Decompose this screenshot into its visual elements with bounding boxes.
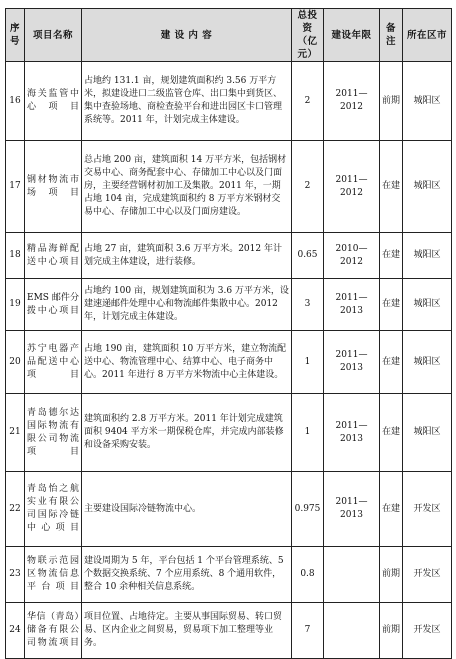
header-note: 备注 xyxy=(380,9,403,62)
cell-district: 城阳区 xyxy=(403,62,452,141)
cell-year: 2011—2013 xyxy=(324,472,380,547)
cell-note: 在建 xyxy=(380,233,403,279)
cell-note: 前期 xyxy=(380,62,403,141)
header-district: 所在区市 xyxy=(403,9,452,62)
cell-content: 建筑面积约 2.8 万平方米。2011 年计划完成建筑面积 9404 平方米一期保税仓库，并完成内部装修和设备采购安装。 xyxy=(82,394,292,472)
table-row xyxy=(6,394,452,472)
cell-note: 前期 xyxy=(380,547,403,603)
cell-district: 开发区 xyxy=(403,472,452,547)
cell-investment: 1 xyxy=(292,331,324,394)
cell-name: 钢材物流市场项目 xyxy=(25,141,82,233)
cell-investment: 0.65 xyxy=(292,233,324,279)
cell-no: 17 xyxy=(6,141,25,233)
header-year: 建设年限 xyxy=(324,9,380,62)
cell-note: 前期 xyxy=(380,603,403,659)
cell-district: 开发区 xyxy=(403,603,452,659)
cell-district: 城阳区 xyxy=(403,279,452,331)
cell-note: 在建 xyxy=(380,279,403,331)
cell-content: 占地 190 亩，建筑面积 10 万平方米，建立物流配送中心、物流管理中心、结算中心、电子商务中心。2011 年进行 8 万平方米物流中心主体建设。 xyxy=(82,331,292,394)
cell-content: 项目位置、占地待定。主要从事国际贸易、转口贸易、区内企业之间贸易，贸易项下加工整理等业务。 xyxy=(82,603,292,659)
cell-no: 22 xyxy=(6,472,25,547)
cell-investment: 0.8 xyxy=(292,547,324,603)
cell-name: 海关监管中心项目 xyxy=(25,62,82,141)
cell-content: 总占地 200 亩，建筑面积 14 万平方米，包括钢材交易中心、商务配套中心、存储加工中心以及门面房，主要经营钢材初加工及集散。2011 年，一期占地 104 亩，完成建筑面积约 8 万平方米钢材交易中心、存储加工中心以及门面房建设。 xyxy=(82,141,292,233)
cell-no: 19 xyxy=(6,279,25,331)
cell-district: 开发区 xyxy=(403,547,452,603)
header-content: 建 设 内 容 xyxy=(82,9,292,62)
table-row xyxy=(6,233,452,279)
cell-district: 城阳区 xyxy=(403,233,452,279)
cell-name: 华信（青岛）储备有限公司物流项目 xyxy=(25,603,82,659)
table-row xyxy=(6,472,452,547)
cell-year: 2011—2013 xyxy=(324,331,380,394)
cell-investment: 3 xyxy=(292,279,324,331)
cell-year: 2011—2012 xyxy=(324,62,380,141)
header-no: 序号 xyxy=(6,9,25,62)
table-row xyxy=(6,331,452,394)
cell-no: 23 xyxy=(6,547,25,603)
table-row xyxy=(6,603,452,659)
cell-investment: 0.975 xyxy=(292,472,324,547)
cell-no: 18 xyxy=(6,233,25,279)
header-name: 项目名称 xyxy=(25,9,82,62)
table-header-row xyxy=(6,9,452,62)
cell-content: 主要建设国际冷链物流中心。 xyxy=(82,472,292,547)
cell-year xyxy=(324,603,380,659)
cell-year: 2011—2012 xyxy=(324,141,380,233)
cell-name: 苏宁电器产品配送中心项目 xyxy=(25,331,82,394)
cell-no: 21 xyxy=(6,394,25,472)
cell-investment: 1 xyxy=(292,394,324,472)
cell-name: 青岛怡之航实业有限公司国际冷链中心项目 xyxy=(25,472,82,547)
table-row xyxy=(6,547,452,603)
cell-year xyxy=(324,547,380,603)
cell-name: 物联示范园区物流信息平台项目 xyxy=(25,547,82,603)
cell-year: 2011—2013 xyxy=(324,279,380,331)
header-investment: 总投资（亿元） xyxy=(292,9,324,62)
cell-year: 2010—2012 xyxy=(324,233,380,279)
table-row xyxy=(6,62,452,141)
cell-note: 在建 xyxy=(380,394,403,472)
cell-note: 在建 xyxy=(380,331,403,394)
cell-name: EMS 邮件分拨中心项目 xyxy=(25,279,82,331)
cell-content: 建设周期为 5 年，平台包括 1 个平台管理系统、5 个数据交换系统、7 个应用系统、8 个通用软件，整合 10 余种相关信息系统。 xyxy=(82,547,292,603)
cell-district: 城阳区 xyxy=(403,141,452,233)
cell-content: 占地 27 亩，建筑面积 3.6 万平方米。2012 年计划完成主体建设，进行装修。 xyxy=(82,233,292,279)
cell-investment: 7 xyxy=(292,603,324,659)
cell-district: 城阳区 xyxy=(403,394,452,472)
cell-district: 城阳区 xyxy=(403,331,452,394)
table-row xyxy=(6,279,452,331)
cell-investment: 2 xyxy=(292,141,324,233)
cell-content: 占地约 100 亩，规划建筑面积为 3.6 万平方米，设建速递邮件处理中心和物流邮件集散中心。2012 年，计划完成主体建设。 xyxy=(82,279,292,331)
cell-no: 24 xyxy=(6,603,25,659)
project-table xyxy=(5,8,452,659)
cell-content: 占地约 131.1 亩，规划建筑面积约 3.56 万平方米，拟建设进口二级监管仓库、出口集中到货区、集中查验场地、商检查验平台和进出园区卡口管理系统等。2011 年，计划完成主体建设。 xyxy=(82,62,292,141)
cell-name: 精品海鲜配送中心项目 xyxy=(25,233,82,279)
cell-investment: 2 xyxy=(292,62,324,141)
table-row xyxy=(6,141,452,233)
cell-year: 2011—2013 xyxy=(324,394,380,472)
cell-no: 20 xyxy=(6,331,25,394)
cell-note: 在建 xyxy=(380,141,403,233)
cell-note: 在建 xyxy=(380,472,403,547)
cell-name: 青岛德尔达国际物流有限公司物流项目 xyxy=(25,394,82,472)
cell-no: 16 xyxy=(6,62,25,141)
